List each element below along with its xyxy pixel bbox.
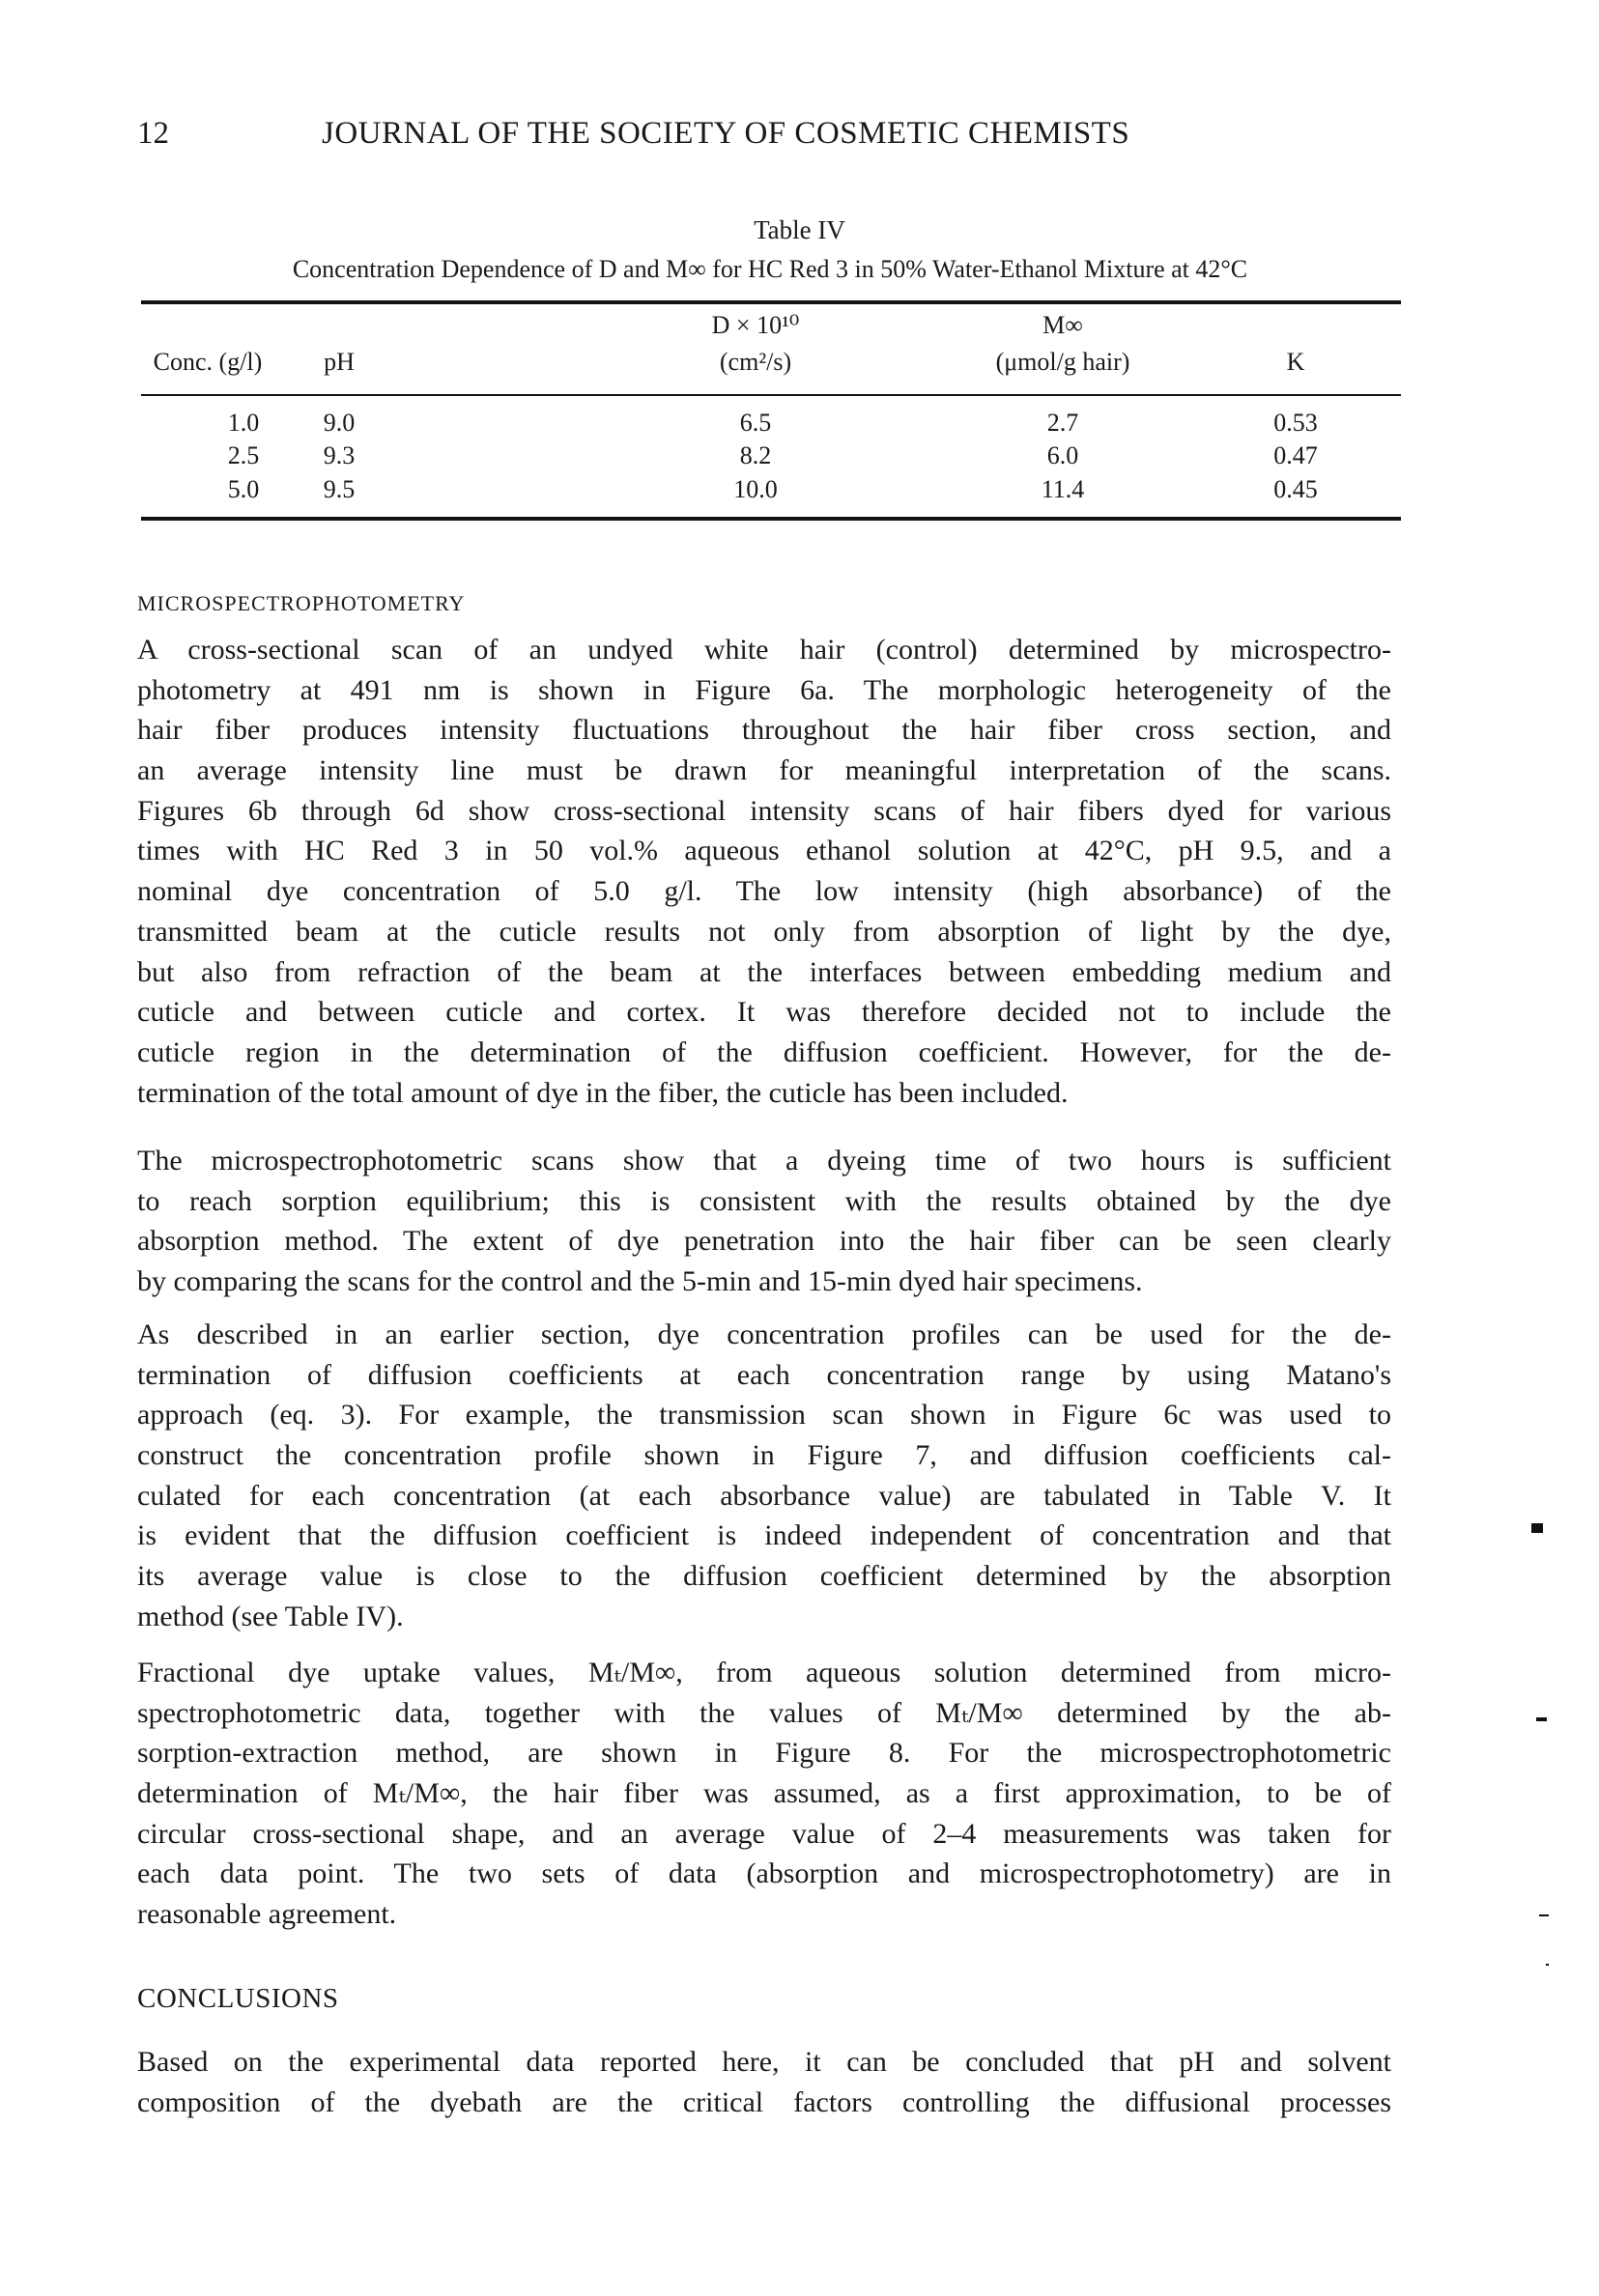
paragraph [137,1315,1391,1637]
text-line: transmitted beam at the cuticle results not only from absorption of light by the dye, [137,915,1391,948]
margin-mark [1546,1964,1549,1966]
text-line: termination of the total amount of dye in the fiber, the cuticle has been included. [137,1076,1069,1109]
text-line: Fractional dye uptake values, Mₜ/M∞, from aqueous solution determined from micro- [137,1657,1391,1688]
text-line: to reach sorption equilibrium; this is consistent with the results obtained by the dye [137,1184,1391,1217]
table-cell: 11.4 [1041,475,1085,503]
conclusions-paragraph [137,2042,1391,2122]
table-cell: 1.0 [227,409,260,437]
text-line: method (see Table IV). [137,1600,404,1632]
column-header: pH [324,348,355,376]
text-line: spectrophotometric data, together with the values of Mₜ/M∞ determined by the ab- [137,1696,1391,1729]
column-header: K [1286,348,1305,376]
text-line: termination of diffusion coefficients at each concentration range by using Matano's [137,1358,1391,1391]
text-line: absorption method. The extent of dye penetration into the hair fiber can be seen clearly [137,1225,1391,1258]
text-line: but also from refraction of the beam at the interfaces between embedding medium and [137,955,1391,988]
table-cell: 9.0 [323,409,356,437]
paragraph [137,1653,1391,1935]
text-line: cuticle region in the determination of the diffusion coefficient. However, for the de- [137,1035,1391,1068]
table-cell: 9.3 [323,441,356,469]
table-caption: Concentration Dependence of D and M∞ for HC Red 3 in 50% Water-Ethanol Mixture at 42°C [292,255,1248,283]
text-line: by comparing the scans for the control and the 5-min and 15-min dyed hair specimens. [137,1265,1143,1298]
text-line: hair fiber produces intensity fluctuations throughout the hair fiber cross section, and [137,714,1391,747]
column-header: (cm²/s) [719,348,792,376]
running-header: JOURNAL OF THE SOCIETY OF COSMETIC CHEMISTS [322,116,1130,151]
text-line: sorption-extraction method, are shown in Figure 8. For the microspectrophotometric [137,1737,1391,1770]
column-header-line1: D × 10¹⁰ [711,311,800,339]
text-line: times with HC Red 3 in 50 vol.% aqueous ethanol solution at 42°C, pH 9.5, and a [137,835,1391,867]
text-line: composition of the dyebath are the critical factors controlling the diffusional processes [137,2085,1391,2118]
column-header: Conc. (g/l) [153,348,263,376]
text-line: The microspectrophotometric scans show that a dyeing time of two hours is sufficient [137,1145,1391,1176]
text-line: As described in an earlier section, dye concentration profiles can be used for the de- [137,1318,1391,1350]
table-cell: 6.5 [739,409,772,437]
text-line: nominal dye concentration of 5.0 g/l. The low intensity (high absorbance) of the [137,875,1391,908]
margin-mark [1536,1717,1547,1721]
table-cell: 8.2 [739,441,772,469]
table-cell: 5.0 [227,475,260,503]
table-cell: 0.53 [1273,409,1318,437]
text-line: construct the concentration profile shown in Figure 7, and diffusion coefficients cal- [137,1439,1391,1472]
page-number: 12 [137,116,169,151]
margin-mark [1531,1523,1543,1533]
table-cell: 2.5 [227,441,260,469]
table-cell: 9.5 [323,475,356,503]
table-title: Table IV [754,215,845,244]
table-cell: 0.47 [1273,441,1318,469]
section-heading-conclusions: CONCLUSIONS [137,1983,339,2014]
table-cell: 6.0 [1046,441,1079,469]
text-line: an average intensity line must be drawn for meaningful interpretation of the scans. [137,754,1391,787]
text-line: cuticle and between cuticle and cortex. It was therefore decided not to include the [137,996,1391,1029]
text-line: reasonable agreement. [137,1898,397,1931]
text-line: is evident that the diffusion coefficient is indeed independent of concentration and that [137,1519,1391,1552]
text-line: Figures 6b through 6d show cross-sectional intensity scans of hair fibers dyed for various [137,794,1391,827]
text-line: circular cross-sectional shape, and an average value of 2–4 measurements was taken for [137,1817,1391,1850]
table-cell: 2.7 [1046,409,1079,437]
paragraph [137,630,1391,1113]
table-header-rule [141,394,1401,396]
text-line: culated for each concentration (at each absorbance value) are tabulated in Table V. It [137,1479,1391,1512]
column-header-line1: M∞ [1042,311,1083,339]
table-bottom-rule [141,517,1401,521]
table-cell: 10.0 [733,475,778,503]
text-line: determination of Mₜ/M∞, the hair fiber was assumed, as a first approximation, to be of [137,1777,1391,1810]
text-line: approach (eq. 3). For example, the transmission scan shown in Figure 6c was used to [137,1399,1391,1431]
section-heading-microspectrophotometry: MICROSPECTROPHOTOMETRY [137,591,466,615]
text-line: photometry at 491 nm is shown in Figure 6a. The morphologic heterogeneity of the [137,673,1391,706]
paragraph [137,1141,1391,1302]
text-line: A cross-sectional scan of an undyed white hair (control) determined by microspectro- [137,634,1391,666]
column-header: (μmol/g hair) [995,348,1130,376]
text-line: Based on the experimental data reported here, it can be concluded that pH and solvent [137,2046,1391,2078]
table-top-rule [141,300,1401,304]
text-line: its average value is close to the diffusion coefficient determined by the absorption [137,1560,1391,1593]
margin-mark [1539,1914,1549,1916]
text-line: each data point. The two sets of data (absorption and microspectrophotometry) are in [137,1857,1391,1890]
table-cell: 0.45 [1273,475,1318,503]
